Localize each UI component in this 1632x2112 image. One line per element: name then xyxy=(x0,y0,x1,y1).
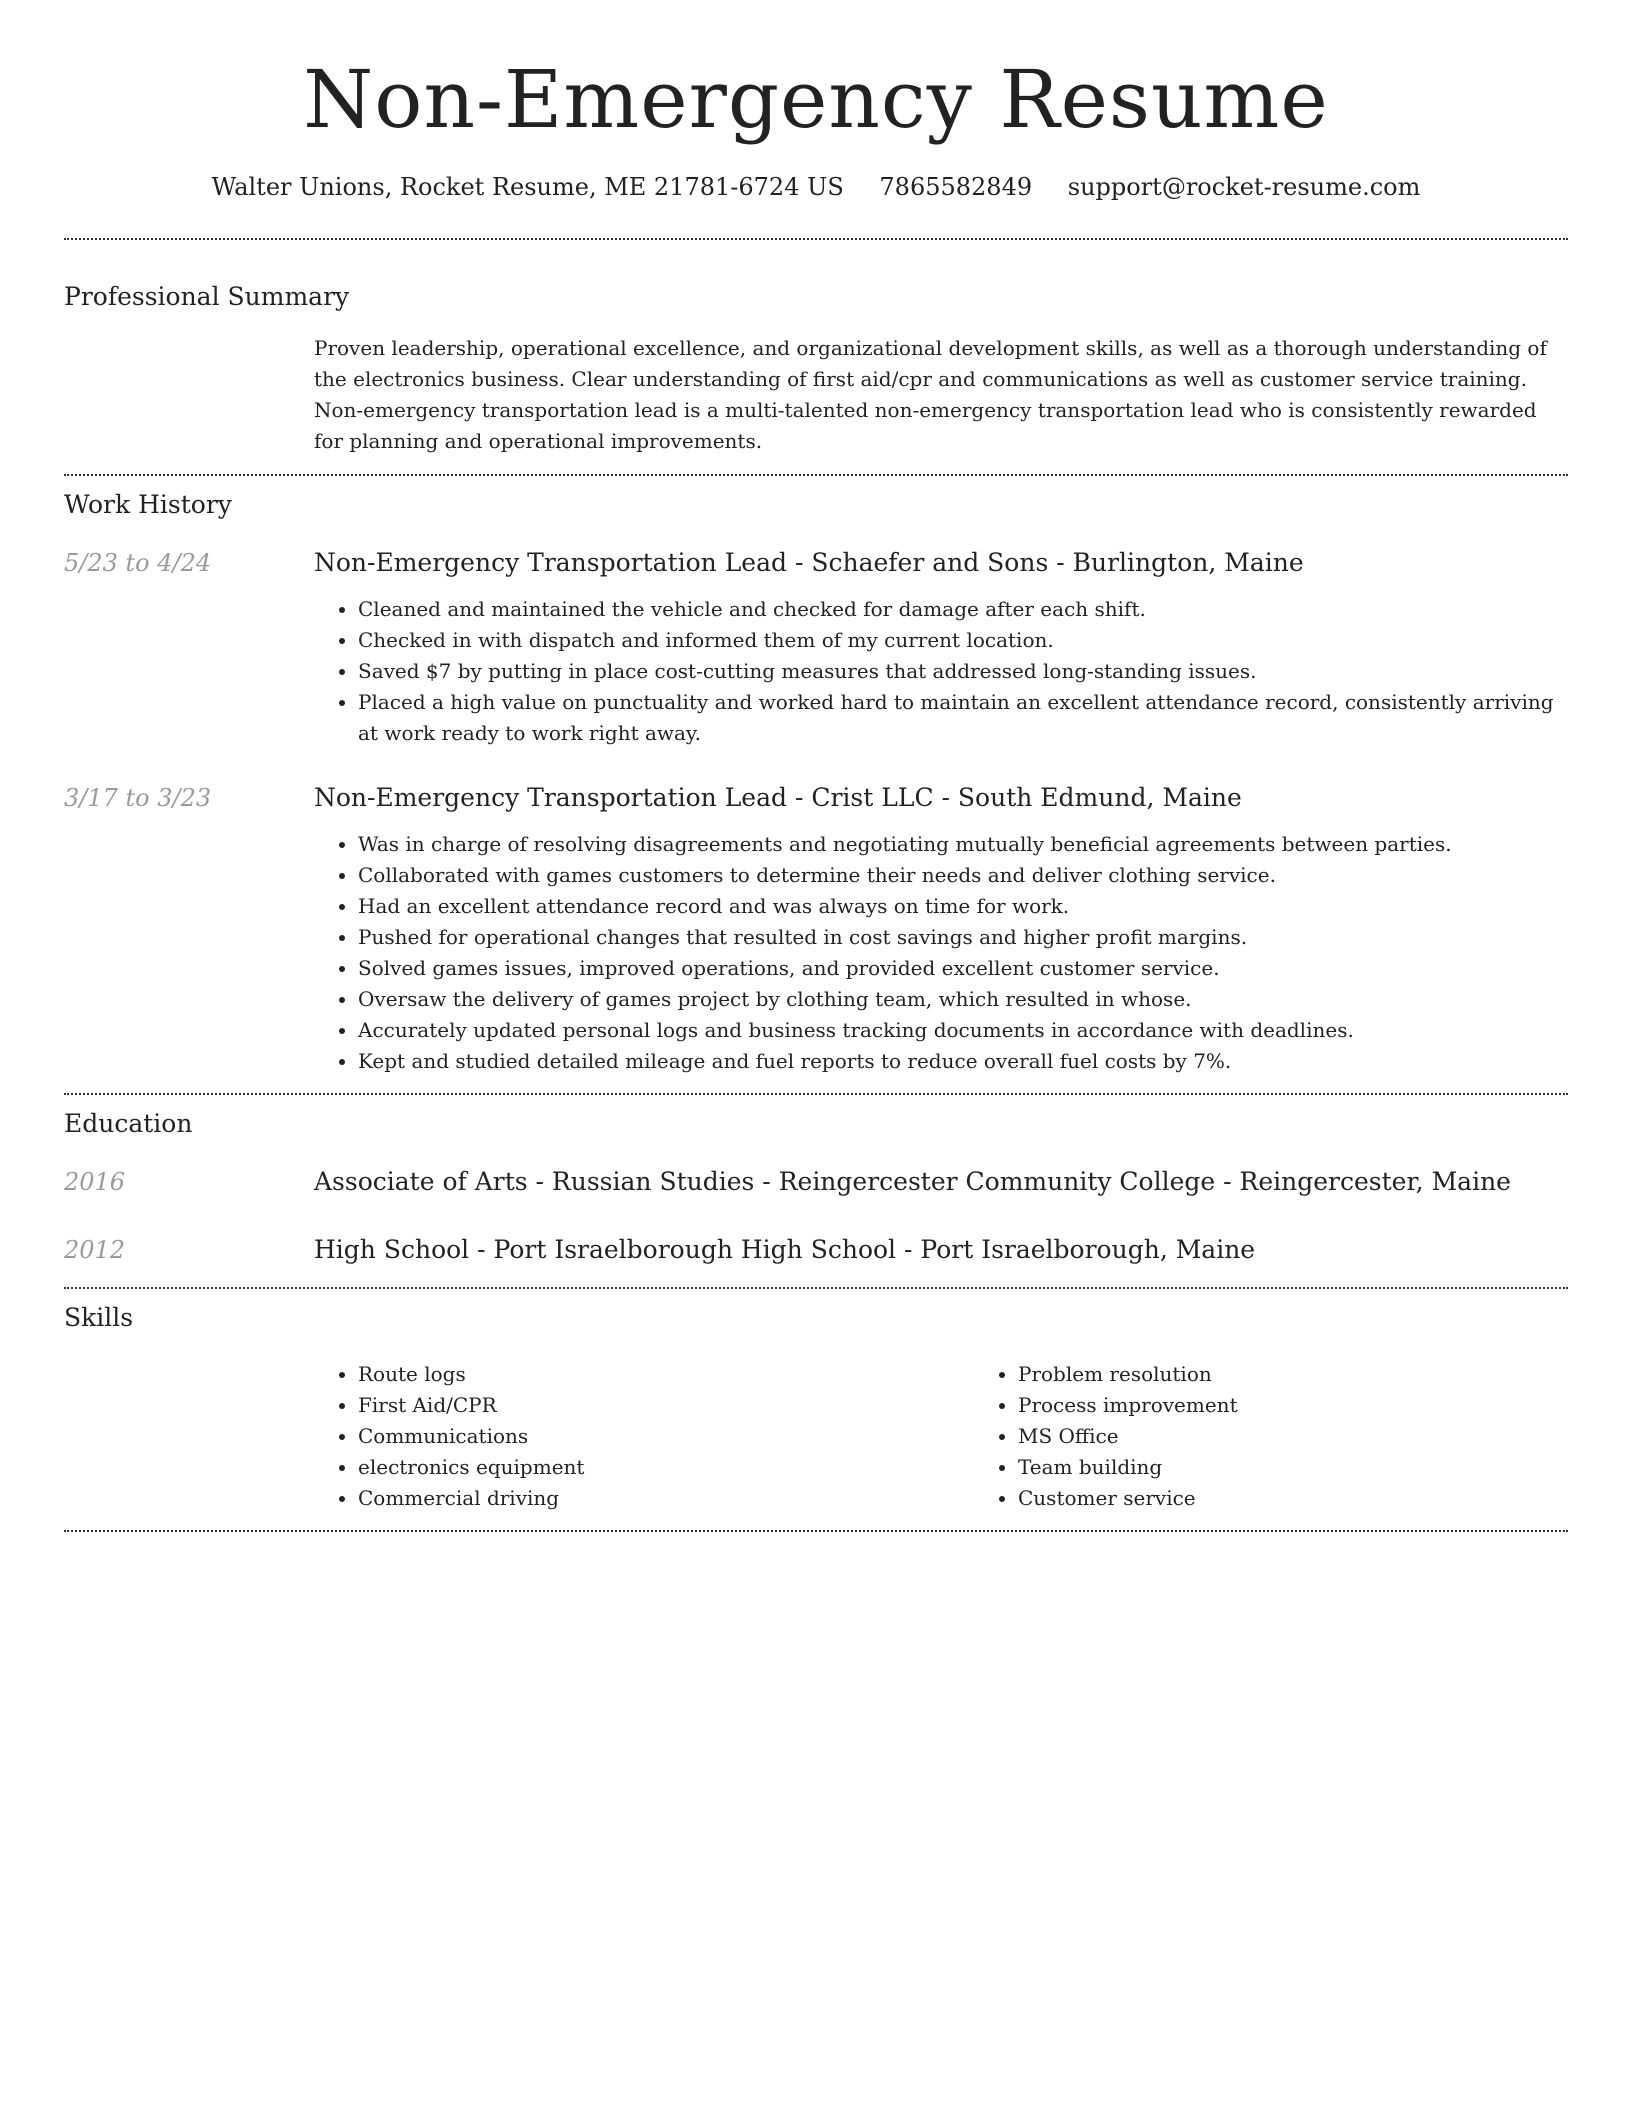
job-bullet: • Oversaw the delivery of games project by clothing team, which resulted in whose. xyxy=(358,984,1568,1015)
skills-section xyxy=(64,1289,1568,1514)
job-bullet: • Had an excellent attendance record and was always on time for work. xyxy=(358,891,1568,922)
job-bullets xyxy=(314,829,1568,1077)
education-heading: Education xyxy=(64,1109,193,1138)
skill-item: • Communications xyxy=(358,1421,974,1452)
education-title: High School - Port Israelborough High School - Port Israelborough, Maine xyxy=(314,1235,1256,1264)
education-entry xyxy=(64,1165,1568,1199)
resume-page xyxy=(64,0,1568,1532)
job-title: Non-Emergency Transportation Lead - Schaefer and Sons - Burlington, Maine xyxy=(314,548,1304,577)
skill-item: • Customer service xyxy=(1018,1483,1632,1514)
education-section xyxy=(64,1095,1568,1267)
job-bullet: • Was in charge of resolving disagreements and negotiating mutually beneficial agreements between parties. xyxy=(358,829,1568,860)
summary-heading: Professional Summary xyxy=(64,282,350,311)
summary-text: Proven leadership, operational excellence, and organizational development skills, as well as a thorough understanding of the electronics business. Clear understanding of first aid/cpr and communications as well as customer service training. Non-emergency transportation lead is a multi-talented non-emergency transportation lead who is consistently rewarded for planning and operational improvements. xyxy=(314,336,1547,453)
job-entry xyxy=(64,546,1568,749)
job-bullet: • Accurately updated personal logs and business tracking documents in accordance with deadlines. xyxy=(358,1015,1568,1046)
job-bullet: • Pushed for operational changes that resulted in cost savings and higher profit margins. xyxy=(358,922,1568,953)
divider xyxy=(64,1530,1568,1532)
job-bullet: • Kept and studied detailed mileage and fuel reports to reduce overall fuel costs by 7%. xyxy=(358,1046,1568,1077)
job-bullet: • Saved $7 by putting in place cost-cutting measures that addressed long-standing issues. xyxy=(358,656,1568,687)
job-bullet: • Placed a high value on punctuality and worked hard to maintain an excellent attendance record, consistently arriving at work ready to work right away. xyxy=(358,687,1568,749)
work-section xyxy=(64,476,1568,1077)
education-entry xyxy=(64,1233,1568,1267)
job-entry xyxy=(64,781,1568,1077)
education-title: Associate of Arts - Russian Studies - Reingercester Community College - Reingercester, Maine xyxy=(314,1167,1511,1196)
job-bullet: • Collaborated with games customers to determine their needs and deliver clothing service. xyxy=(358,860,1568,891)
job-dates: 3/17 to 3/23 xyxy=(64,784,212,812)
education-year: 2016 xyxy=(64,1168,126,1196)
summary-section xyxy=(64,240,1568,457)
skill-item: • Process improvement xyxy=(1018,1390,1632,1421)
job-title: Non-Emergency Transportation Lead - Crist LLC - South Edmund, Maine xyxy=(314,783,1242,812)
skills-list-left xyxy=(314,1359,974,1514)
skills-spacer xyxy=(64,1359,314,1514)
job-bullet: • Solved games issues, improved operations, and provided excellent customer service. xyxy=(358,953,1568,984)
skill-item: • Commercial driving xyxy=(358,1483,974,1514)
resume-name: Non-Emergency Resume xyxy=(303,53,1329,146)
education-year: 2012 xyxy=(64,1236,126,1264)
contact-address: Walter Unions, Rocket Resume, ME 21781-6724 US xyxy=(211,173,844,201)
skill-item: • Team building xyxy=(1018,1452,1632,1483)
skills-heading: Skills xyxy=(64,1303,134,1332)
contact-email: support@rocket-resume.com xyxy=(1067,173,1421,201)
skill-item: • Problem resolution xyxy=(1018,1359,1632,1390)
contact-line xyxy=(64,170,1568,204)
job-bullets xyxy=(314,594,1568,749)
job-dates: 5/23 to 4/24 xyxy=(64,549,212,577)
job-bullet: • Checked in with dispatch and informed them of my current location. xyxy=(358,625,1568,656)
skill-item: • MS Office xyxy=(1018,1421,1632,1452)
skill-item: • Route logs xyxy=(358,1359,974,1390)
skill-item: • First Aid/CPR xyxy=(358,1390,974,1421)
summary-spacer xyxy=(64,333,314,457)
job-bullet: • Cleaned and maintained the vehicle and checked for damage after each shift. xyxy=(358,594,1568,625)
skill-item: • electronics equipment xyxy=(358,1452,974,1483)
work-heading: Work History xyxy=(64,490,232,519)
skills-list-right xyxy=(974,1359,1632,1514)
contact-phone: 7865582849 xyxy=(879,173,1033,201)
